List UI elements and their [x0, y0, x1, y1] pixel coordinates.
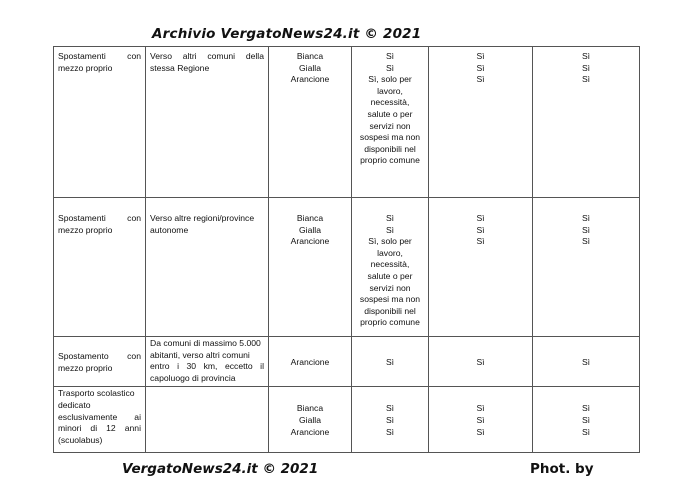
value-line: Sì [581, 62, 591, 73]
zone-label: Gialla [299, 415, 321, 426]
value-line: Sì [385, 51, 395, 61]
detail-line: Da comuni di massimo 5.000 [150, 338, 261, 348]
value-cell [429, 47, 533, 198]
value-line: salute o per [367, 270, 413, 281]
detail-cell [146, 337, 269, 387]
detail-cell [146, 387, 269, 453]
zones-cell [269, 387, 352, 453]
value-line: Sì [581, 224, 591, 235]
value-cell [533, 47, 640, 198]
value-line: Sì [476, 74, 485, 85]
value-line: Sì [476, 62, 485, 73]
value-line: Sì [476, 224, 485, 235]
detail-line: abitanti, verso altri comuni [150, 349, 250, 360]
value-line: Sì [581, 415, 591, 426]
value-line: disponibili nel [364, 305, 416, 316]
zones-cell [269, 198, 352, 337]
value-line: Sì [581, 356, 591, 367]
value-cell [533, 387, 640, 453]
zone-label: Bianca [296, 403, 324, 414]
zones-cell [269, 47, 352, 198]
activity-line: Spostamenti con [58, 213, 141, 223]
activity-line: (scuolabus) [58, 434, 103, 445]
value-line: disponibili nel [364, 143, 416, 154]
table-row [54, 47, 640, 198]
value-cell [429, 198, 533, 337]
value-line: lavoro, [377, 85, 403, 96]
value-line: Sì, solo per [368, 236, 412, 247]
value-line: Sì, solo per [368, 74, 412, 85]
activity-line: esclusivamente ai [58, 411, 141, 422]
value-line: Sì [581, 236, 591, 247]
table-row [54, 387, 640, 453]
detail-line: capoluogo di provincia [150, 372, 236, 383]
value-line: Sì [385, 415, 395, 426]
value-line: servizi non [369, 120, 411, 131]
faded-background-text [318, 464, 321, 475]
activity-cell [54, 387, 146, 453]
table-row [54, 337, 640, 387]
activity-line: mezzo proprio [58, 362, 113, 373]
zones-cell [269, 337, 352, 387]
value-cell [352, 198, 429, 337]
table-row [54, 198, 640, 337]
activity-line: dedicato [58, 399, 91, 410]
activity-line: Trasporto scolastico [58, 388, 135, 399]
value-line: lavoro, [377, 247, 403, 258]
zone-label: Bianca [296, 51, 324, 61]
detail-line: stessa Regione [150, 62, 210, 73]
detail-cell [146, 198, 269, 337]
value-line: Sì [385, 356, 395, 367]
watermark-archive: Archivio VergatoNews24.it © 2021 [152, 26, 422, 42]
activity-line: minori di 12 anni [58, 423, 141, 434]
value-line: Sì [476, 236, 485, 247]
value-line: Sì [581, 403, 591, 414]
value-line: necessità, [370, 259, 410, 270]
value-line: proprio comune [360, 155, 420, 166]
value-cell [533, 198, 640, 337]
zone-label: Arancione [290, 236, 330, 247]
zone-label: Bianca [296, 213, 324, 223]
detail-cell [146, 47, 269, 198]
detail-line: autonome [150, 224, 189, 235]
value-line: Sì [581, 213, 591, 223]
detail-line: entro i 30 km, eccetto il [150, 361, 264, 372]
value-line: Sì [385, 213, 395, 223]
value-line: servizi non [369, 282, 411, 293]
watermark-copyright: VergatoNews24.it © 2021 [122, 461, 319, 477]
value-line: Sì [476, 356, 485, 367]
value-cell [352, 337, 429, 387]
value-cell [429, 337, 533, 387]
value-line: Sì [581, 51, 591, 61]
detail-line: Verso altre regioni/province [150, 213, 255, 223]
activity-cell [54, 337, 146, 387]
activity-cell [54, 198, 146, 337]
value-line: Sì [581, 426, 591, 437]
watermark-photo-credit: Phot. by [530, 461, 594, 477]
faded-background-text [468, 30, 471, 41]
covid-rules-table [53, 46, 640, 453]
value-line: Sì [385, 426, 395, 437]
activity-line: mezzo proprio [58, 224, 113, 235]
value-line: Sì [476, 403, 485, 414]
value-line: sospesi ma non [359, 294, 421, 305]
value-line: Sì [385, 62, 395, 73]
zone-label: Gialla [299, 224, 321, 235]
value-cell [352, 47, 429, 198]
value-line: necessità, [370, 97, 410, 108]
value-cell [429, 387, 533, 453]
value-line: Sì [385, 224, 395, 235]
zone-label: Arancione [290, 356, 330, 367]
value-line: Sì [476, 51, 485, 61]
zone-label: Gialla [299, 62, 321, 73]
value-cell [352, 387, 429, 453]
detail-line: Verso altri comuni della [150, 51, 264, 61]
value-line: Sì [476, 213, 485, 223]
value-line: Sì [385, 403, 395, 414]
activity-cell [54, 47, 146, 198]
activity-line: mezzo proprio [58, 62, 113, 73]
activity-line: Spostamento con [58, 351, 141, 362]
value-line: Sì [581, 74, 591, 85]
zone-label: Arancione [290, 426, 330, 437]
value-line: salute o per [367, 108, 413, 119]
zone-label: Arancione [290, 74, 330, 85]
value-line: sospesi ma non [359, 132, 421, 143]
value-cell [533, 337, 640, 387]
activity-line: Spostamenti con [58, 51, 141, 61]
value-line: proprio comune [360, 317, 420, 328]
value-line: Sì [476, 426, 485, 437]
value-line: Sì [476, 415, 485, 426]
